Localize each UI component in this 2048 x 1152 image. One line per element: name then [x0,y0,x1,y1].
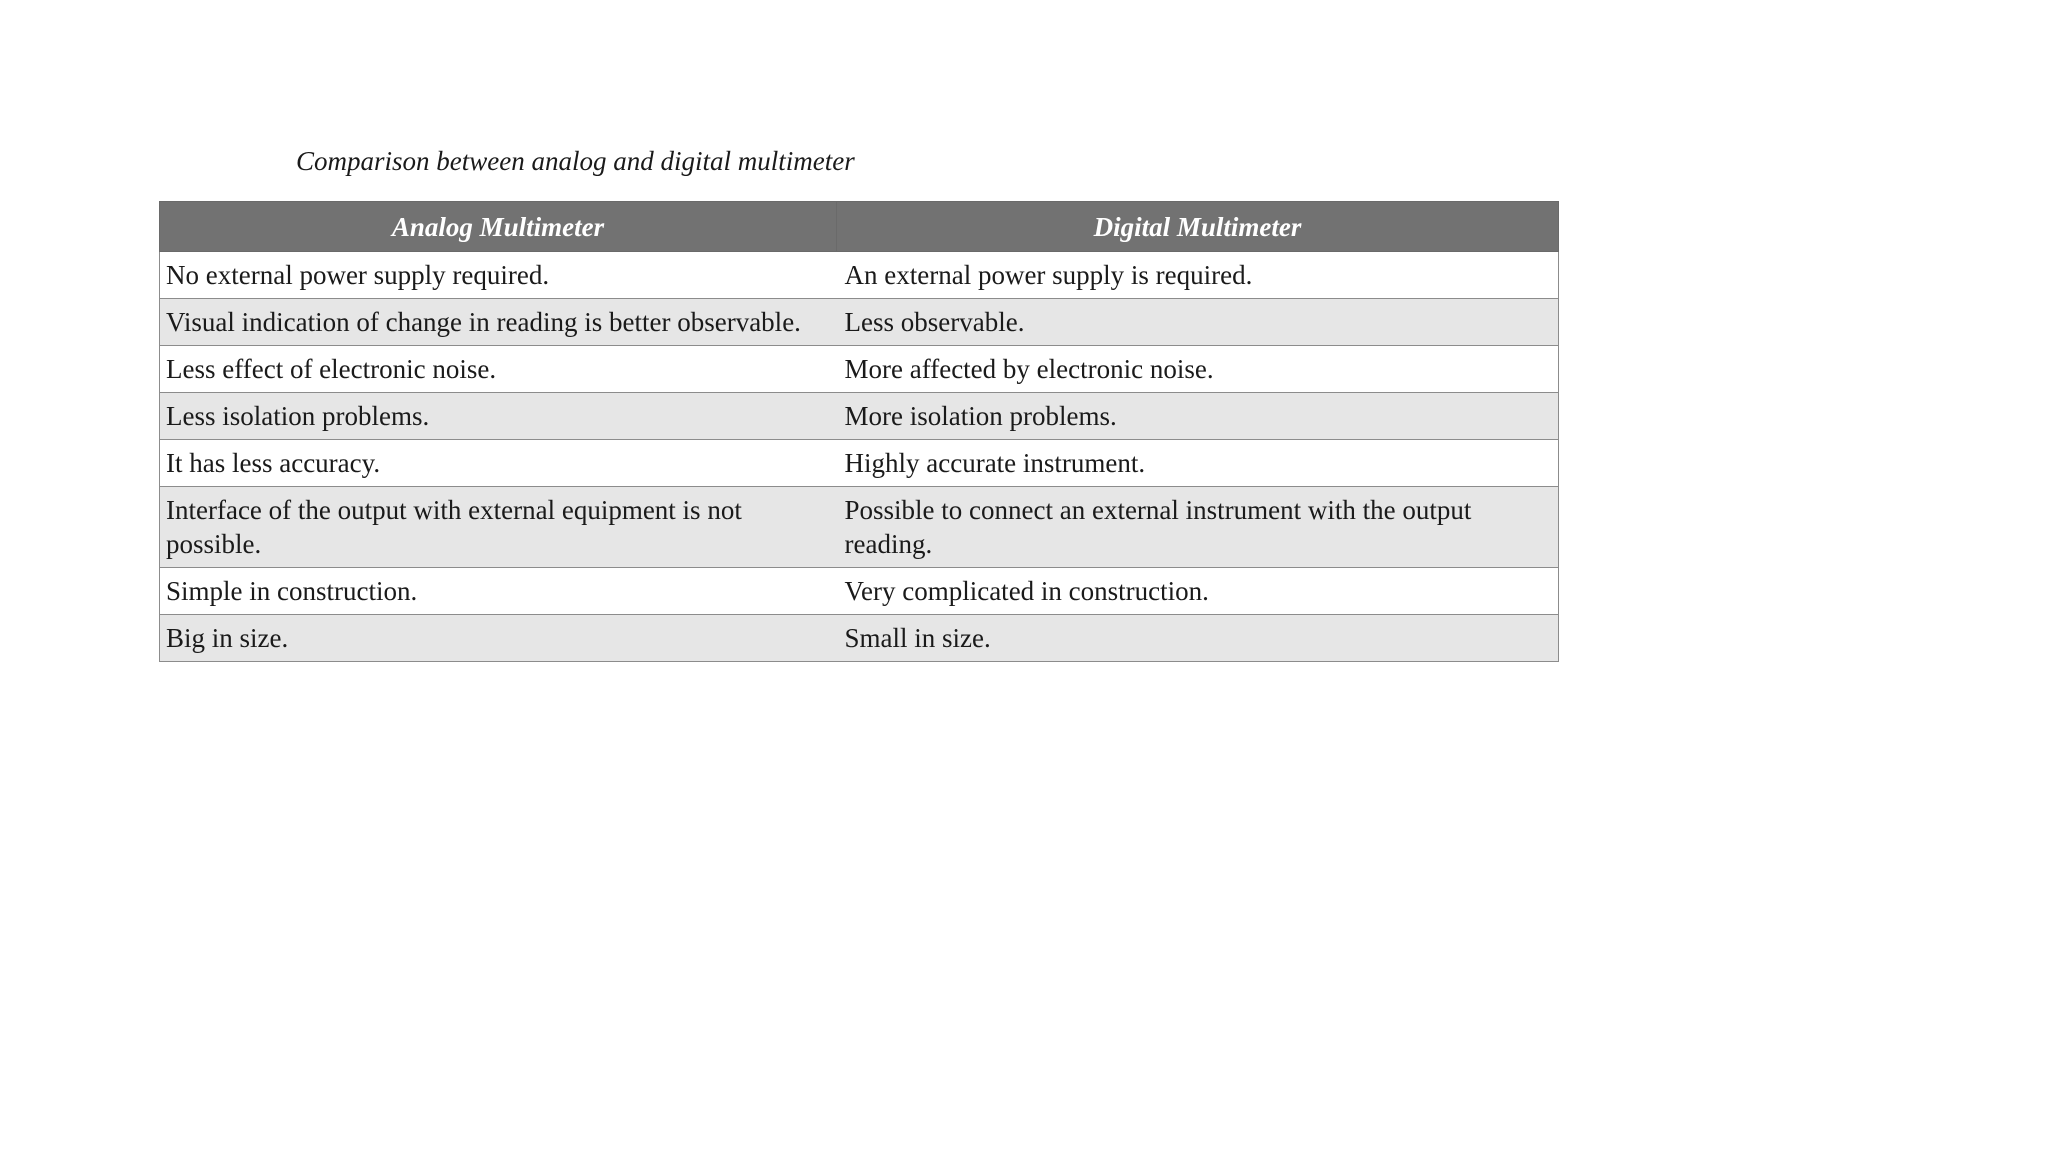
table-header-row [160,202,1559,252]
digital-cell: Small in size. [837,615,1559,662]
digital-cell: Possible to connect an external instrument with the output reading. [837,487,1559,568]
analog-cell: Big in size. [160,615,837,662]
header-digital: Digital Multimeter [837,202,1559,252]
digital-cell: An external power supply is required. [837,252,1559,299]
table-row [160,568,1559,615]
table-row [160,299,1559,346]
analog-cell: Interface of the output with external equipment is not possible. [160,487,837,568]
analog-cell: No external power supply required. [160,252,837,299]
table-row [160,487,1559,568]
table-row [160,440,1559,487]
analog-cell: It has less accuracy. [160,440,837,487]
table-row [160,615,1559,662]
header-analog: Analog Multimeter [160,202,837,252]
digital-cell: More isolation problems. [837,393,1559,440]
table-caption: Comparison between analog and digital multimeter [296,146,855,176]
table-row [160,346,1559,393]
digital-cell: Very complicated in construction. [837,568,1559,615]
comparison-table [159,201,1559,662]
digital-cell: Less observable. [837,299,1559,346]
digital-cell: Highly accurate instrument. [837,440,1559,487]
analog-cell: Less effect of electronic noise. [160,346,837,393]
analog-cell: Visual indication of change in reading is better observable. [160,299,837,346]
digital-cell: More affected by electronic noise. [837,346,1559,393]
table-row [160,393,1559,440]
analog-cell: Simple in construction. [160,568,837,615]
table-row [160,252,1559,299]
analog-cell: Less isolation problems. [160,393,837,440]
